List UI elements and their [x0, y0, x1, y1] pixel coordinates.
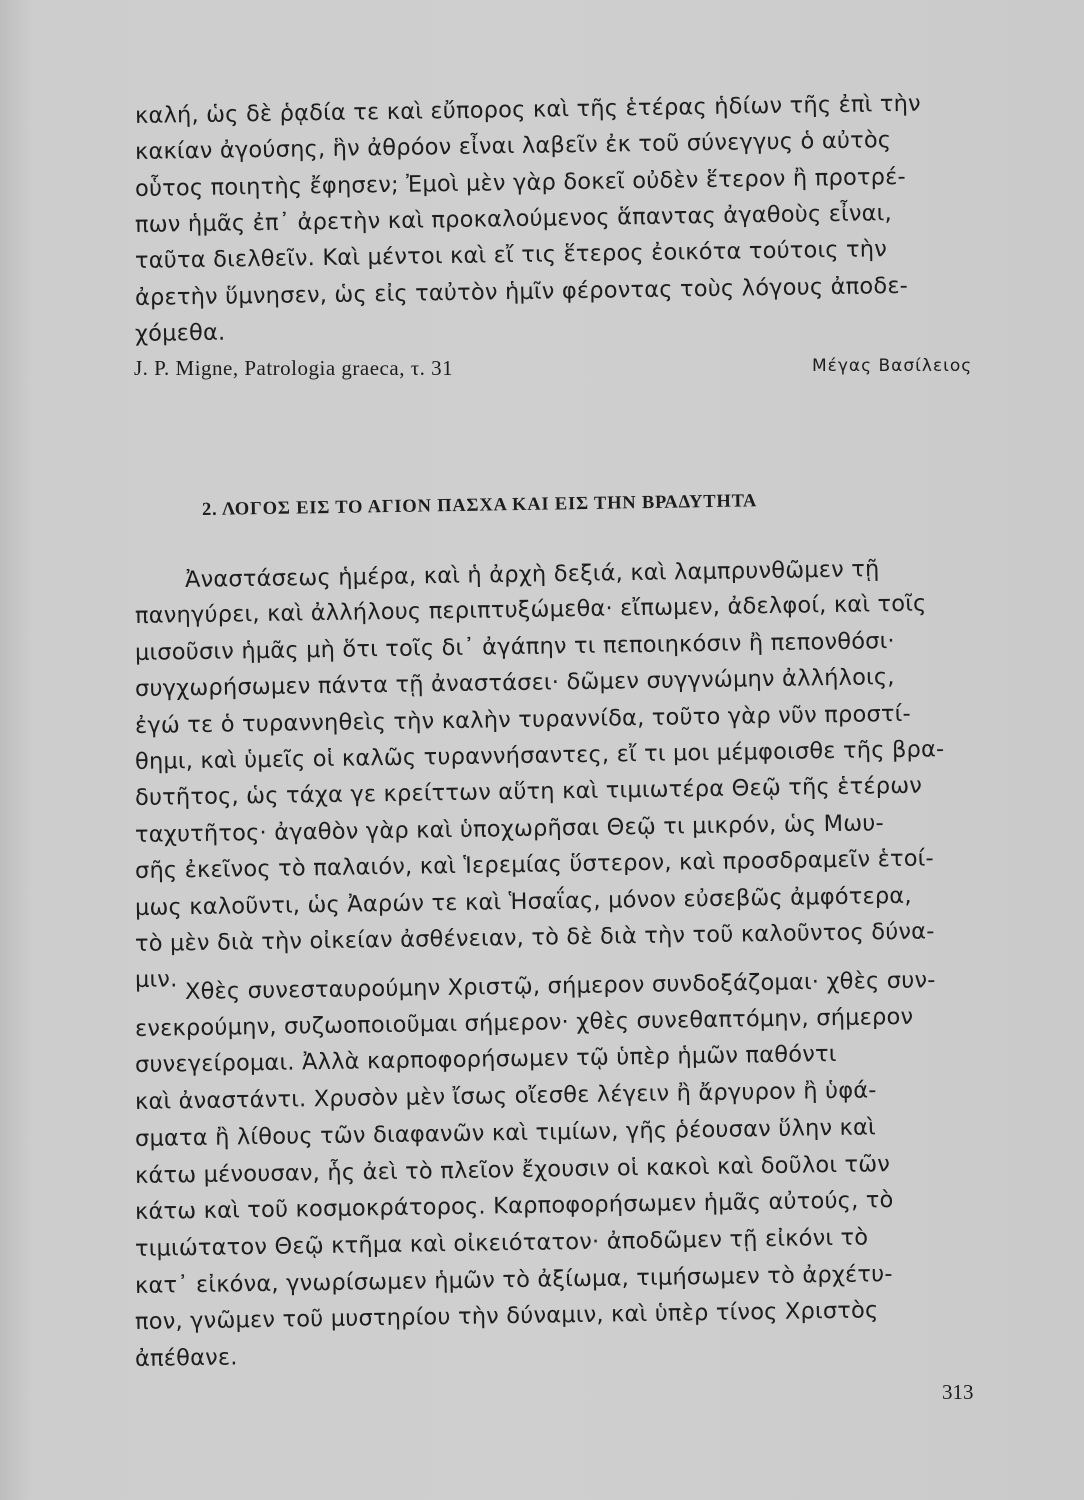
- text-line: χόμεθα.: [134, 319, 226, 347]
- page-number: 313: [942, 1380, 974, 1404]
- text-line: ἐγώ τε ὁ τυραννηθεὶς τὴν καλὴν τυραννίδα, τοῦτο γὰρ νῦν προστί-: [134, 700, 911, 739]
- text-line: κακίαν ἀγούσης, ἣν ἀθρόον εἶναι λαβεῖν ἐκ τοῦ σύνεγγυς ὁ αὐτὸς: [134, 127, 892, 166]
- text-line: μως καλοῦντι, ὡς Ἀαρών τε καὶ Ἡσαΐας, μόνον εὐσεβῶς ἀμφότερα,: [134, 882, 912, 921]
- text-line: ταῦτα διελθεῖν. Καὶ μέντοι καὶ εἴ τις ἕτερος ἐοικότα τούτοις τὴν: [134, 236, 888, 275]
- text-line: Χθὲς συνεσταυρούμην Χριστῷ, σήμερον συνδοξάζομαι· χθὲς συν-: [184, 967, 936, 1005]
- text-line: σῆς ἐκεῖνος τὸ παλαιόν, καὶ Ἱερεμίας ὕστερον, καὶ προσδραμεῖν ἑτοί-: [134, 845, 935, 885]
- text-line: ἀρετὴν ὕμνησεν, ὡς εἰς ταὐτὸν ἡμῖν φέροντας τοὺς λόγους ἀποδε-: [134, 272, 909, 311]
- text-line: ταχυτῆτος· ἀγαθὸν γὰρ καὶ ὑποχωρῆσαι Θεῷ τι μικρόν, ὡς Μωυ-: [134, 810, 885, 848]
- text-line: συγχωρήσωμεν πάντα τῇ ἀναστάσει· δῶμεν συγγνώμην ἀλλήλοις,: [134, 664, 895, 703]
- text-line: καὶ ἀναστάντι. Χρυσὸν μὲν ἴσως οἴεσθε λέγειν ἢ ἄργυρον ἢ ὑφά-: [134, 1077, 877, 1116]
- text-line: θημι, καὶ ὑμεῖς οἱ καλῶς τυραννήσαντες, εἴ τι μοι μέμφοισθε τῆς βρα-: [134, 736, 945, 775]
- source-citation: J. P. Migne, Patrologia graeca, τ. 31: [134, 356, 454, 380]
- text-line: κάτω καὶ τοῦ κοσμοκράτορος. Καρποφορήσωμεν ἡμᾶς αὐτούς, τὸ: [134, 1187, 894, 1226]
- text-line: ἀπέθανε.: [134, 1344, 238, 1372]
- text-line: τιμιώτατον Θεῷ κτῆμα καὶ οἰκειότατον· ἀποδῶμεν τῇ εἰκόνι τὸ: [134, 1224, 869, 1262]
- author-name: Μέγας Βασίλειος: [812, 356, 973, 376]
- text-line: μιν.: [134, 966, 178, 994]
- text-line: κάτω μένουσαν, ἧς ἀεὶ τὸ πλεῖον ἔχουσιν οἱ κακοὶ καὶ δοῦλοι τῶν: [134, 1150, 891, 1189]
- text-line: τὸ μὲν διὰ τὴν οἰκείαν ἀσθένειαν, τὸ δὲ διὰ τὴν τοῦ καλοῦντος δύνα-: [134, 918, 935, 957]
- text-line: καλή, ὡς δὲ ῥᾳδία τε καὶ εὔπορος καὶ τῆς ἑτέρας ἡδίων τῆς ἐπὶ τὴν: [134, 90, 922, 129]
- text-line: πανηγύρει, καὶ ἀλλήλους περιπτυξώμεθα· εἴπωμεν, ἀδελφοί, καὶ τοῖς: [134, 590, 927, 630]
- text-line: πον, γνῶμεν τοῦ μυστηρίου τὴν δύναμιν, καὶ ὑπὲρ τίνος Χριστὸς: [134, 1297, 879, 1336]
- text-line: σματα ἢ λίθους τῶν διαφανῶν καὶ τιμίων, γῆς ῥέουσαν ὕλην καὶ: [134, 1114, 877, 1152]
- text-line: κατ᾽ εἰκόνα, γνωρίσωμεν ἡμῶν τὸ ἀξίωμα, τιμήσωμεν τὸ ἀρχέτυ-: [134, 1260, 893, 1299]
- text-line: οὗτος ποιητὴς ἔφησεν; Ἐμοὶ μὲν γὰρ δοκεῖ οὐδὲν ἕτερον ἢ προτρέ-: [134, 163, 907, 202]
- text-line: μισοῦσιν ἡμᾶς μὴ ὅτι τοῖς δι᾽ ἀγάπην τι πεποιηκόσιν ἢ πεπονθόσι·: [134, 627, 896, 666]
- text-line: ενεκρούμην, συζωοποιοῦμαι σήμερον· χθὲς συνεθαπτόμην, σήμερον: [134, 1003, 914, 1042]
- text-line: Ἀναστάσεως ἡμέρα, καὶ ἡ ἀρχὴ δεξιά, καὶ λαμπρυνθῶμεν τῇ: [184, 556, 880, 593]
- text-line: πων ἡμᾶς ἐπ᾽ ἀρετὴν καὶ προκαλούμενος ἅπαντας ἀγαθοὺς εἶναι,: [134, 200, 893, 238]
- section-heading: 2. ΛΟΓΟΣ ΕΙΣ ΤΟ ΑΓΙΟΝ ΠΑΣΧΑ ΚΑΙ ΕΙΣ ΤΗΝ ΒΡΑΔΥΤΗΤΑ: [201, 491, 758, 520]
- text-line: δυτῆτος, ὡς τάχα γε κρείττων αὕτη καὶ τιμιωτέρα Θεῷ τῆς ἑτέρων: [134, 773, 923, 812]
- text-line: συνεγείρομαι. Ἀλλὰ καρποφορήσωμεν τῷ ὑπὲρ ἡμῶν παθόντι: [134, 1041, 837, 1079]
